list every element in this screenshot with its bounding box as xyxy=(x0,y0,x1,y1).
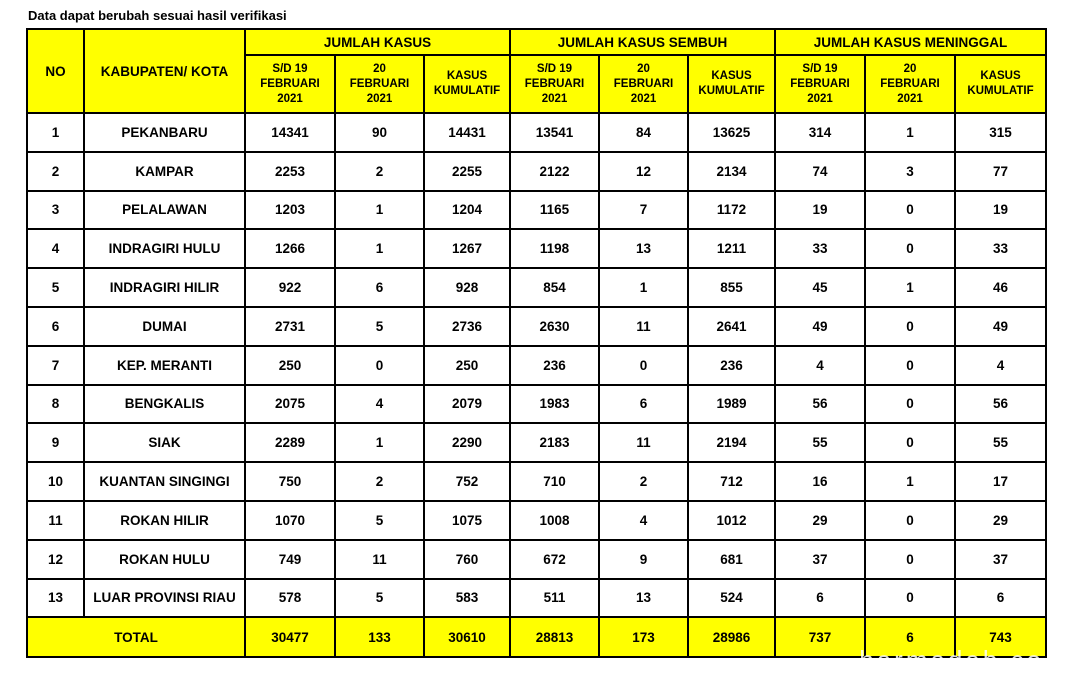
subheader-line: S/D 19 xyxy=(536,62,573,75)
subheader-line: 20 xyxy=(373,62,386,75)
kasus-sd-19-cell: 2253 xyxy=(245,152,335,191)
sembuh-sd-19-cell: 13541 xyxy=(510,113,599,152)
sembuh-sd-19-cell: 2183 xyxy=(510,423,599,462)
table-row xyxy=(27,385,1046,424)
meninggal-sd-19-cell: 6 xyxy=(775,579,865,618)
subheader-line: FEBRUARI xyxy=(260,77,320,90)
region-name: KAMPAR xyxy=(84,152,245,191)
sembuh-kumulatif-cell: 13625 xyxy=(688,113,775,152)
table-row xyxy=(27,113,1046,152)
sembuh-sd-19-cell: 1008 xyxy=(510,501,599,540)
kasus-sd-19-cell: 922 xyxy=(245,268,335,307)
sembuh-20-feb-cell: 11 xyxy=(599,423,688,462)
meninggal-20-feb-cell: 0 xyxy=(865,579,955,618)
subheader-line: 2021 xyxy=(807,92,833,105)
region-name: ROKAN HULU xyxy=(84,540,245,579)
meninggal-sd-19-cell: 314 xyxy=(775,113,865,152)
subheader-line: S/D 19 xyxy=(802,62,838,75)
kasus-20-feb-cell: 6 xyxy=(335,268,424,307)
meninggal-kumulatif-cell: 37 xyxy=(955,540,1046,579)
subheader-line: 2021 xyxy=(366,92,393,105)
meninggal-20-feb-cell: 1 xyxy=(865,268,955,307)
meninggal-sd-19-cell: 16 xyxy=(775,462,865,501)
subheader-line: KASUS xyxy=(980,70,1021,82)
sembuh-sd-19-cell: 511 xyxy=(510,579,599,618)
row-number: 6 xyxy=(27,307,84,346)
meninggal-sd-19-cell: 56 xyxy=(775,385,865,424)
kasus-20-feb-cell: 90 xyxy=(335,113,424,152)
sembuh-sd-19-cell: 1983 xyxy=(510,385,599,424)
table-row xyxy=(27,268,1046,307)
watermark: harmadab.co xyxy=(859,645,1044,675)
sembuh-20-feb-cell: 7 xyxy=(599,191,688,230)
meninggal-kumulatif-cell: 56 xyxy=(955,385,1046,424)
meninggal-20-feb-cell: 0 xyxy=(865,423,955,462)
meninggal-20-feb-cell: 0 xyxy=(865,307,955,346)
kasus-20-feb-cell: 1 xyxy=(335,423,424,462)
sembuh-kumulatif-cell: 681 xyxy=(688,540,775,579)
sembuh-kumulatif-cell: 524 xyxy=(688,579,775,618)
sembuh-kumulatif-cell: 2641 xyxy=(688,307,775,346)
kasus-sd-19-cell: 250 xyxy=(245,346,335,385)
meninggal-sd-19-cell: 45 xyxy=(775,268,865,307)
meninggal-sd-19-cell: 74 xyxy=(775,152,865,191)
kasus-20-feb-cell: 5 xyxy=(335,501,424,540)
region-name: INDRAGIRI HULU xyxy=(84,229,245,268)
total-kasus-20-feb: 133 xyxy=(335,617,424,657)
kasus-sd-19-cell: 2731 xyxy=(245,307,335,346)
kasus-kumulatif-cell: 2079 xyxy=(424,385,510,424)
subheader-line: FEBRUARI xyxy=(524,77,585,90)
meninggal-20-feb-cell: 0 xyxy=(865,501,955,540)
subheader-sembuh-sd-19-februari xyxy=(510,55,599,113)
sembuh-20-feb-cell: 4 xyxy=(599,501,688,540)
meninggal-20-feb-cell: 0 xyxy=(865,229,955,268)
kasus-20-feb-cell: 4 xyxy=(335,385,424,424)
meninggal-20-feb-cell: 0 xyxy=(865,385,955,424)
kasus-20-feb-cell: 5 xyxy=(335,307,424,346)
kasus-20-feb-cell: 5 xyxy=(335,579,424,618)
meninggal-kumulatif-cell: 17 xyxy=(955,462,1046,501)
sembuh-kumulatif-cell: 1172 xyxy=(688,191,775,230)
subheader-line: FEBRUARI xyxy=(613,77,674,90)
sembuh-20-feb-cell: 6 xyxy=(599,385,688,424)
sembuh-sd-19-cell: 2630 xyxy=(510,307,599,346)
kasus-kumulatif-cell: 583 xyxy=(424,579,510,618)
meninggal-kumulatif-cell: 77 xyxy=(955,152,1046,191)
subheader-line: FEBRUARI xyxy=(790,77,850,90)
region-name: INDRAGIRI HILIR xyxy=(84,268,245,307)
row-number: 7 xyxy=(27,346,84,385)
total-meninggal-kumulatif: 743 xyxy=(955,617,1046,657)
table-row xyxy=(27,462,1046,501)
kasus-sd-19-cell: 1266 xyxy=(245,229,335,268)
header-no: NO xyxy=(27,29,84,113)
sembuh-kumulatif-cell: 1989 xyxy=(688,385,775,424)
kasus-sd-19-cell: 749 xyxy=(245,540,335,579)
sembuh-20-feb-cell: 9 xyxy=(599,540,688,579)
subheader-line: KASUS xyxy=(711,70,752,82)
subheader-meninggal-sd-19-februari xyxy=(775,55,865,113)
sembuh-sd-19-cell: 236 xyxy=(510,346,599,385)
table-row xyxy=(27,423,1046,462)
subheader-line: KUMULATIF xyxy=(433,85,501,97)
row-number: 4 xyxy=(27,229,84,268)
kasus-kumulatif-cell: 1204 xyxy=(424,191,510,230)
meninggal-kumulatif-cell: 19 xyxy=(955,191,1046,230)
subheader-meninggal-20-februari xyxy=(865,55,955,113)
subheader-line: KASUS xyxy=(446,70,488,82)
sembuh-kumulatif-cell: 855 xyxy=(688,268,775,307)
kasus-kumulatif-cell: 760 xyxy=(424,540,510,579)
meninggal-sd-19-cell: 49 xyxy=(775,307,865,346)
meninggal-sd-19-cell: 19 xyxy=(775,191,865,230)
subheader-line: KUMULATIF xyxy=(698,85,765,97)
total-sembuh-kumulatif: 28986 xyxy=(688,617,775,657)
subheader-line: FEBRUARI xyxy=(349,77,410,90)
sembuh-sd-19-cell: 710 xyxy=(510,462,599,501)
region-name: BENGKALIS xyxy=(84,385,245,424)
meninggal-20-feb-cell: 1 xyxy=(865,462,955,501)
sembuh-sd-19-cell: 1198 xyxy=(510,229,599,268)
region-name: PELALAWAN xyxy=(84,191,245,230)
row-number: 5 xyxy=(27,268,84,307)
meninggal-kumulatif-cell: 315 xyxy=(955,113,1046,152)
total-kasus-sd-19: 30477 xyxy=(245,617,335,657)
region-name: PEKANBARU xyxy=(84,113,245,152)
subheader-line: 20 xyxy=(637,62,650,75)
meninggal-kumulatif-cell: 49 xyxy=(955,307,1046,346)
meninggal-sd-19-cell: 33 xyxy=(775,229,865,268)
kasus-sd-19-cell: 750 xyxy=(245,462,335,501)
covid-cases-table xyxy=(26,28,1047,658)
sembuh-20-feb-cell: 12 xyxy=(599,152,688,191)
meninggal-20-feb-cell: 0 xyxy=(865,540,955,579)
meninggal-kumulatif-cell: 6 xyxy=(955,579,1046,618)
header-group-meninggal: JUMLAH KASUS MENINGGAL xyxy=(775,29,1046,55)
meninggal-sd-19-cell: 4 xyxy=(775,346,865,385)
total-label: TOTAL xyxy=(27,617,245,657)
meninggal-20-feb-cell: 0 xyxy=(865,346,955,385)
row-number: 2 xyxy=(27,152,84,191)
region-name: KUANTAN SINGINGI xyxy=(84,462,245,501)
data-note: Data dapat berubah sesuai hasil verifikasi xyxy=(28,8,287,23)
kasus-kumulatif-cell: 1075 xyxy=(424,501,510,540)
subheader-line: 2021 xyxy=(541,92,568,105)
table-row xyxy=(27,152,1046,191)
subheader-sembuh-20-februari xyxy=(599,55,688,113)
row-number: 12 xyxy=(27,540,84,579)
subheader-line: FEBRUARI xyxy=(880,77,940,90)
subheader-line: 2021 xyxy=(630,92,657,105)
kasus-20-feb-cell: 0 xyxy=(335,346,424,385)
meninggal-20-feb-cell: 1 xyxy=(865,113,955,152)
kasus-kumulatif-cell: 250 xyxy=(424,346,510,385)
meninggal-sd-19-cell: 29 xyxy=(775,501,865,540)
total-sembuh-sd-19: 28813 xyxy=(510,617,599,657)
kasus-sd-19-cell: 2289 xyxy=(245,423,335,462)
kasus-kumulatif-cell: 14431 xyxy=(424,113,510,152)
meninggal-kumulatif-cell: 29 xyxy=(955,501,1046,540)
total-kasus-kumulatif: 30610 xyxy=(424,617,510,657)
meninggal-kumulatif-cell: 55 xyxy=(955,423,1046,462)
sembuh-kumulatif-cell: 236 xyxy=(688,346,775,385)
kasus-kumulatif-cell: 2255 xyxy=(424,152,510,191)
sembuh-sd-19-cell: 672 xyxy=(510,540,599,579)
sembuh-kumulatif-cell: 2194 xyxy=(688,423,775,462)
table-row xyxy=(27,540,1046,579)
sembuh-20-feb-cell: 11 xyxy=(599,307,688,346)
kasus-20-feb-cell: 2 xyxy=(335,152,424,191)
meninggal-20-feb-cell: 0 xyxy=(865,191,955,230)
row-number: 11 xyxy=(27,501,84,540)
row-number: 1 xyxy=(27,113,84,152)
header-group-sembuh: JUMLAH KASUS SEMBUH xyxy=(510,29,775,55)
region-name: DUMAI xyxy=(84,307,245,346)
sembuh-20-feb-cell: 13 xyxy=(599,579,688,618)
sembuh-sd-19-cell: 2122 xyxy=(510,152,599,191)
table-row xyxy=(27,191,1046,230)
region-name: LUAR PROVINSI RIAU xyxy=(84,579,245,618)
total-sembuh-20-feb: 173 xyxy=(599,617,688,657)
kasus-kumulatif-cell: 928 xyxy=(424,268,510,307)
meninggal-sd-19-cell: 37 xyxy=(775,540,865,579)
subheader-line: KUMULATIF xyxy=(967,85,1034,97)
kasus-20-feb-cell: 11 xyxy=(335,540,424,579)
subheader-meninggal-kasus-kumulatif xyxy=(955,55,1046,113)
sembuh-20-feb-cell: 0 xyxy=(599,346,688,385)
header-group-kasus: JUMLAH KASUS xyxy=(245,29,510,55)
kasus-sd-19-cell: 578 xyxy=(245,579,335,618)
subheader-kasus-20-februari xyxy=(335,55,424,113)
meninggal-kumulatif-cell: 4 xyxy=(955,346,1046,385)
table-row xyxy=(27,307,1046,346)
table-row xyxy=(27,501,1046,540)
subheader-line: 20 xyxy=(903,62,917,75)
total-meninggal-sd-19: 737 xyxy=(775,617,865,657)
kasus-kumulatif-cell: 1267 xyxy=(424,229,510,268)
kasus-20-feb-cell: 2 xyxy=(335,462,424,501)
table-row xyxy=(27,579,1046,618)
kasus-kumulatif-cell: 2290 xyxy=(424,423,510,462)
kasus-kumulatif-cell: 2736 xyxy=(424,307,510,346)
row-number: 8 xyxy=(27,385,84,424)
kasus-sd-19-cell: 1203 xyxy=(245,191,335,230)
total-meninggal-20-feb: 6 xyxy=(865,617,955,657)
sembuh-kumulatif-cell: 1012 xyxy=(688,501,775,540)
row-number: 9 xyxy=(27,423,84,462)
sembuh-20-feb-cell: 13 xyxy=(599,229,688,268)
meninggal-20-feb-cell: 3 xyxy=(865,152,955,191)
subheader-line: 2021 xyxy=(897,92,923,105)
subheader-kasus-sd-19-februari xyxy=(245,55,335,113)
subheader-sembuh-kasus-kumulatif xyxy=(688,55,775,113)
table-row xyxy=(27,229,1046,268)
region-name: ROKAN HILIR xyxy=(84,501,245,540)
kasus-kumulatif-cell: 752 xyxy=(424,462,510,501)
region-name: SIAK xyxy=(84,423,245,462)
kasus-sd-19-cell: 1070 xyxy=(245,501,335,540)
kasus-sd-19-cell: 14341 xyxy=(245,113,335,152)
sembuh-sd-19-cell: 854 xyxy=(510,268,599,307)
kasus-20-feb-cell: 1 xyxy=(335,191,424,230)
region-name: KEP. MERANTI xyxy=(84,346,245,385)
subheader-kasus-kasus-kumulatif xyxy=(424,55,510,113)
row-number: 13 xyxy=(27,579,84,618)
header-kabupaten: KABUPATEN/ KOTA xyxy=(84,29,245,113)
row-number: 3 xyxy=(27,191,84,230)
subheader-line: 2021 xyxy=(277,92,303,105)
sembuh-20-feb-cell: 1 xyxy=(599,268,688,307)
meninggal-sd-19-cell: 55 xyxy=(775,423,865,462)
sembuh-20-feb-cell: 2 xyxy=(599,462,688,501)
sembuh-sd-19-cell: 1165 xyxy=(510,191,599,230)
sembuh-kumulatif-cell: 712 xyxy=(688,462,775,501)
meninggal-kumulatif-cell: 46 xyxy=(955,268,1046,307)
subheader-line: S/D 19 xyxy=(272,62,308,75)
kasus-sd-19-cell: 2075 xyxy=(245,385,335,424)
kasus-20-feb-cell: 1 xyxy=(335,229,424,268)
row-number: 10 xyxy=(27,462,84,501)
sembuh-20-feb-cell: 84 xyxy=(599,113,688,152)
table-row xyxy=(27,346,1046,385)
meninggal-kumulatif-cell: 33 xyxy=(955,229,1046,268)
sembuh-kumulatif-cell: 2134 xyxy=(688,152,775,191)
sembuh-kumulatif-cell: 1211 xyxy=(688,229,775,268)
